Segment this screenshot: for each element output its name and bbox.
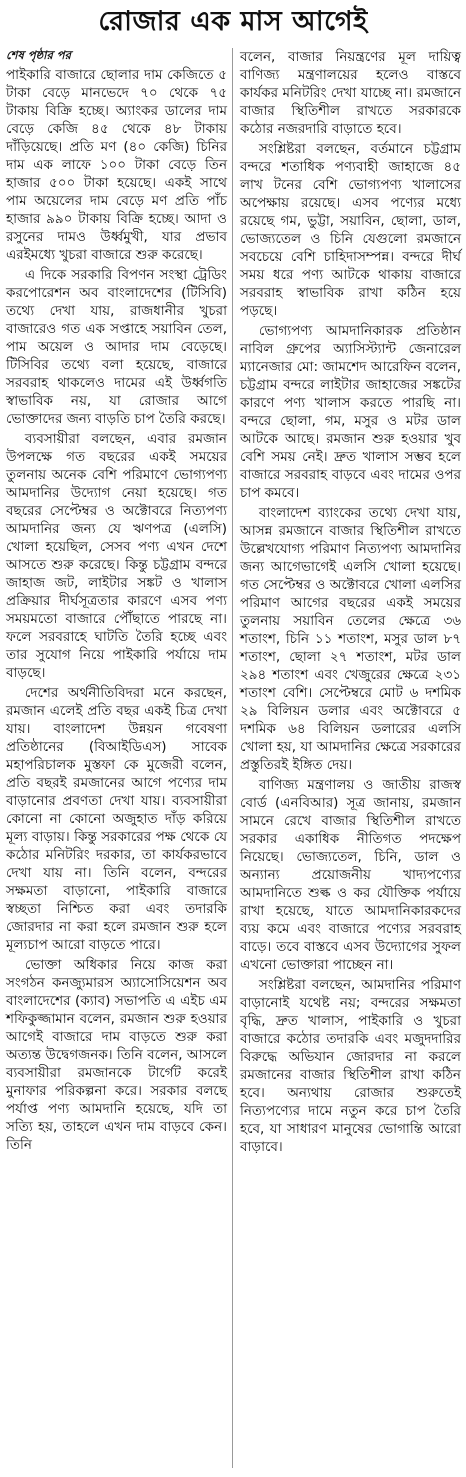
article-paragraph: বাণিজ্য মন্ত্রণালয় ও জাতীয় রাজস্ব বোর্ড (এনবিআর) সূত্র জানায়, রমজান সামনে রেখে বাজার স্থিতিশীল রাখতে সরকার একাধিক নীতিগত পদক্ষেপ নিয়েছে। ভোজ্যতেল, চিনি, ডাল ও অন্যান্য প্রয়োজনীয় খাদ্যপণ্যের আমদানিতে শুল্ক ও কর যৌক্তিক পর্যায়ে রাখা হয়েছে, যাতে আমদানিকারকদের ব্যয় কমে এবং বাজারে পণ্যের সরবরাহ বাড়ে। তবে বাস্তবে এসব উদ্যোগের সুফল এখনো ভোক্তারা পাচ্ছেন না।	[240, 777, 461, 973]
article-paragraph: বলেন, বাজার নিয়ন্ত্রণের মূল দায়িত্ব বাণিজ্য মন্ত্রণালয়ের হলেও বাস্তবে কার্যকর মনিটরিং দেখা যাচ্ছে না। রমজানে বাজার স্থিতিশীল রাখতে সরকারকে কঠোর নজরদারি বাড়াতে হবে।	[240, 49, 461, 137]
article-paragraph: সংশ্লিষ্টরা বলছেন, বর্তমানে চট্টগ্রাম বন্দরে শতাধিক পণ্যবাহী জাহাজে ৪৫ লাখ টনের বেশি ভোগ্যপণ্য খালাসের অপেক্ষায় রয়েছে। এসব পণ্যের মধ্যে রয়েছে গম, ভুট্টা, সয়াবিন, ছোলা, ডাল, ভোজ্যতেল ও চিনি যেগুলো রমজানে সবচেয়ে বেশি চাহিদাসম্পন্ন। বন্দরে দীর্ঘ সময় ধরে পণ্য আটকে থাকায় বাজারে সরবরাহ স্বাভাবিক রাখা কঠিন হয়ে পড়ছে।	[240, 141, 461, 319]
continued-from-label: শেষ পৃষ্ঠার পর	[6, 48, 71, 62]
article-paragraph: ভোক্তা অধিকার নিয়ে কাজ করা সংগঠন কনজ্যুমারস অ্যাসোসিয়েশন অব বাংলাদেশের (ক্যাব) সভাপতি এ এইচ এম শফিকুজ্জামান বলেন, রমজান শুরু হওয়ার আগেই বাজারে দাম বাড়তে শুরু করা অত্যন্ত উদ্বেগজনক। তিনি বলেন, আসলে ব্যবসায়ীরা রমজানকে টার্গেট করেই মুনাফার পরিকল্পনা করে। সরকার বলছে পর্যাপ্ত পণ্য আমদানি হয়েছে, যদি তা সত্যি হয়, তাহলে এখন দাম বাড়বে কেন। তিনি	[6, 957, 227, 1153]
article-column-left	[6, 48, 227, 1156]
article-paragraph: বাংলাদেশ ব্যাংকের তথ্যে দেখা যায়, আসন্ন রমজানে বাজার স্থিতিশীল রাখতে উল্লেখযোগ্য পরিমাণ নিত্যপণ্য আমদানির জন্য আগেভাগেই এলসি খোলা হয়েছে। গত সেপ্টেম্বর ও অক্টোবরে খোলা এলসির পরিমাণ আগের বছরের একই সময়ের তুলনায় সয়াবিন তেলের ক্ষেত্রে ৩৬ শতাংশ, চিনি ১১ শতাংশ, মসুর ডাল ৮৭ শতাংশ, ছোলা ২৭ শতাংশ, মটর ডাল ২৯৪ শতাংশ এবং খেজুরের ক্ষেত্রে ২৩১ শতাংশ বেশি। সেপ্টেম্বরে মোট ৬ দশমিক ২৯ বিলিয়ন ডলার এবং অক্টোবরে ৫ দশমিক ৬৪ বিলিয়ন ডলারের এলসি খোলা হয়, যা আমদানির ক্ষেত্রে সরকারের প্রস্তুতিরই ইঙ্গিত দেয়।	[240, 505, 461, 773]
article-paragraph: ভোগ্যপণ্য আমদানিকারক প্রতিষ্ঠান নাবিল গ্রুপের অ্যাসিস্ট্যান্ট জেনারেল ম্যানেজার মো: জামশেদ আরেফিন বলেন, চট্টগ্রাম বন্দরে লাইটার জাহাজের সঙ্কটের কারণে পণ্য খালাস করতে পারছি না। বন্দরে ছোলা, গম, মসুর ও মটর ডাল আটকে আছে। রমজান শুরু হওয়ার খুব বেশি সময় নেই। দ্রুত খালাস সম্ভব হলে বাজারে সরবরাহ বাড়বে এবং দামের ওপর চাপ কমবে।	[240, 323, 461, 501]
article-paragraph: পাইকারি বাজারে ছোলার দাম কেজিতে ৫ টাকা বেড়ে মানভেদে ৭০ থেকে ৭৫ টাকায় বিক্রি হচ্ছে। অ্যাংকর ডালের দাম বেড়ে কেজি ৪৫ থেকে ৪৮ টাকায় দাঁড়িয়েছে। প্রতি মণ (৪০ কেজি) চিনির দাম এক লাফে ১০০ টাকা বেড়ে তিন হাজার ৫০০ টাকা হয়েছে। একই সাথে পাম অয়েলের দাম বেড়ে মণ প্রতি পাঁচ হাজার ৯৯০ টাকায় বিক্রি হচ্ছে। আদা ও রসুনের দামও উর্ধ্বমুখী, যার প্রভাব এরইমধ্যে খুচরা বাজারে শুরু করেছে।	[6, 67, 227, 263]
article-paragraph: সংশ্লিষ্টরা বলছেন, আমদানির পরিমাণ বাড়ানোই যথেষ্ট নয়; বন্দরের সক্ষমতা বৃদ্ধি, দ্রুত খালাস, পাইকারি ও খুচরা বাজারে কঠোর তদারকি এবং মজুদদারির বিরুদ্ধে অভিযান জোরদার না করলে রমজানের বাজার স্থিতিশীল রাখা কঠিন হবে। অন্যথায় রোজার শুরুতেই নিত্যপণ্যের দামে নতুন করে চাপ তৈরি হবে, যা সাধারণ মানুষের ভোগান্তি আরো বাড়াবে।	[240, 977, 461, 1155]
article-column-right	[240, 48, 461, 1158]
column-divider	[232, 48, 233, 1468]
article-paragraph: দেশের অর্থনীতিবিদরা মনে করছেন, রমজান এলেই প্রতি বছর একই চিত্র দেখা যায়। বাংলাদেশ উন্নয়ন গবেষণা প্রতিষ্ঠানের (বিআইডিএস) সাবেক মহাপরিচালক মুস্তফা কে মুজেরী বলেন, প্রতি বছরই রমজানের আগে পণ্যের দাম বাড়ানোর প্রবণতা দেখা যায়। ব্যবসায়ীরা কোনো না কোনো অজুহাত দাঁড় করিয়ে মূল্য বাড়ায়। কিন্তু সরকারের পক্ষ থেকে যে কঠোর মনিটরিং দরকার, তা কার্যকরভাবে দেখা যায় না। তিনি বলেন, বন্দরের সক্ষমতা বাড়ানো, পাইকারি বাজারে স্বচ্ছতা নিশ্চিত করা এবং তদারকি জোরদার না করা হলে রমজান শুরু হলে মূল্যচাপ আরো বাড়তে পারে।	[6, 685, 227, 953]
article-paragraph: ব্যবসায়ীরা বলছেন, এবার রমজান উপলক্ষে গত বছরের একই সময়ের তুলনায় অনেক বেশি পরিমাণে ভোগ্যপণ্য আমদানির উদ্যোগ নেয়া হয়েছে। গত বছরের সেপ্টেম্বর ও অক্টোবরে নিত্যপণ্য আমদানির জন্য যে ঋণপত্র (এলসি) খোলা হয়েছিল, সেসব পণ্য এখন দেশে আসতে শুরু করেছে। কিন্তু চট্টগ্রাম বন্দরে জাহাজ জট, লাইটার সঙ্কট ও খালাস প্রক্রিয়ার দীর্ঘসূত্রতার কারণে এসব পণ্য সময়মতো বাজারে পৌঁছাতে পারছে না। ফলে সরবরাহে ঘাটতি তৈরি হচ্ছে এবং তার সুযোগ নিয়ে পাইকারি পর্যায়ে দাম বাড়ছে।	[6, 431, 227, 681]
headline: রোজার এক মাস আগেই	[98, 6, 368, 37]
article-paragraph: এ দিকে সরকারি বিপণন সংস্থা ট্রেডিং করপোরেশন অব বাংলাদেশের (টিসিবি) তথ্যে দেখা যায়, রাজধানীর খুচরা বাজারেও গত এক সপ্তাহে সয়াবিন তেল, পাম অয়েল ও আদার দাম বেড়েছে। টিসিবির তথ্যে বলা হয়েছে, বাজারে সরবরাহ থাকলেও দামের এই উর্ধ্বগতি স্বাভাবিক নয়, যা রোজার আগে ভোক্তাদের জন্য বাড়তি চাপ তৈরি করছে।	[6, 267, 227, 427]
